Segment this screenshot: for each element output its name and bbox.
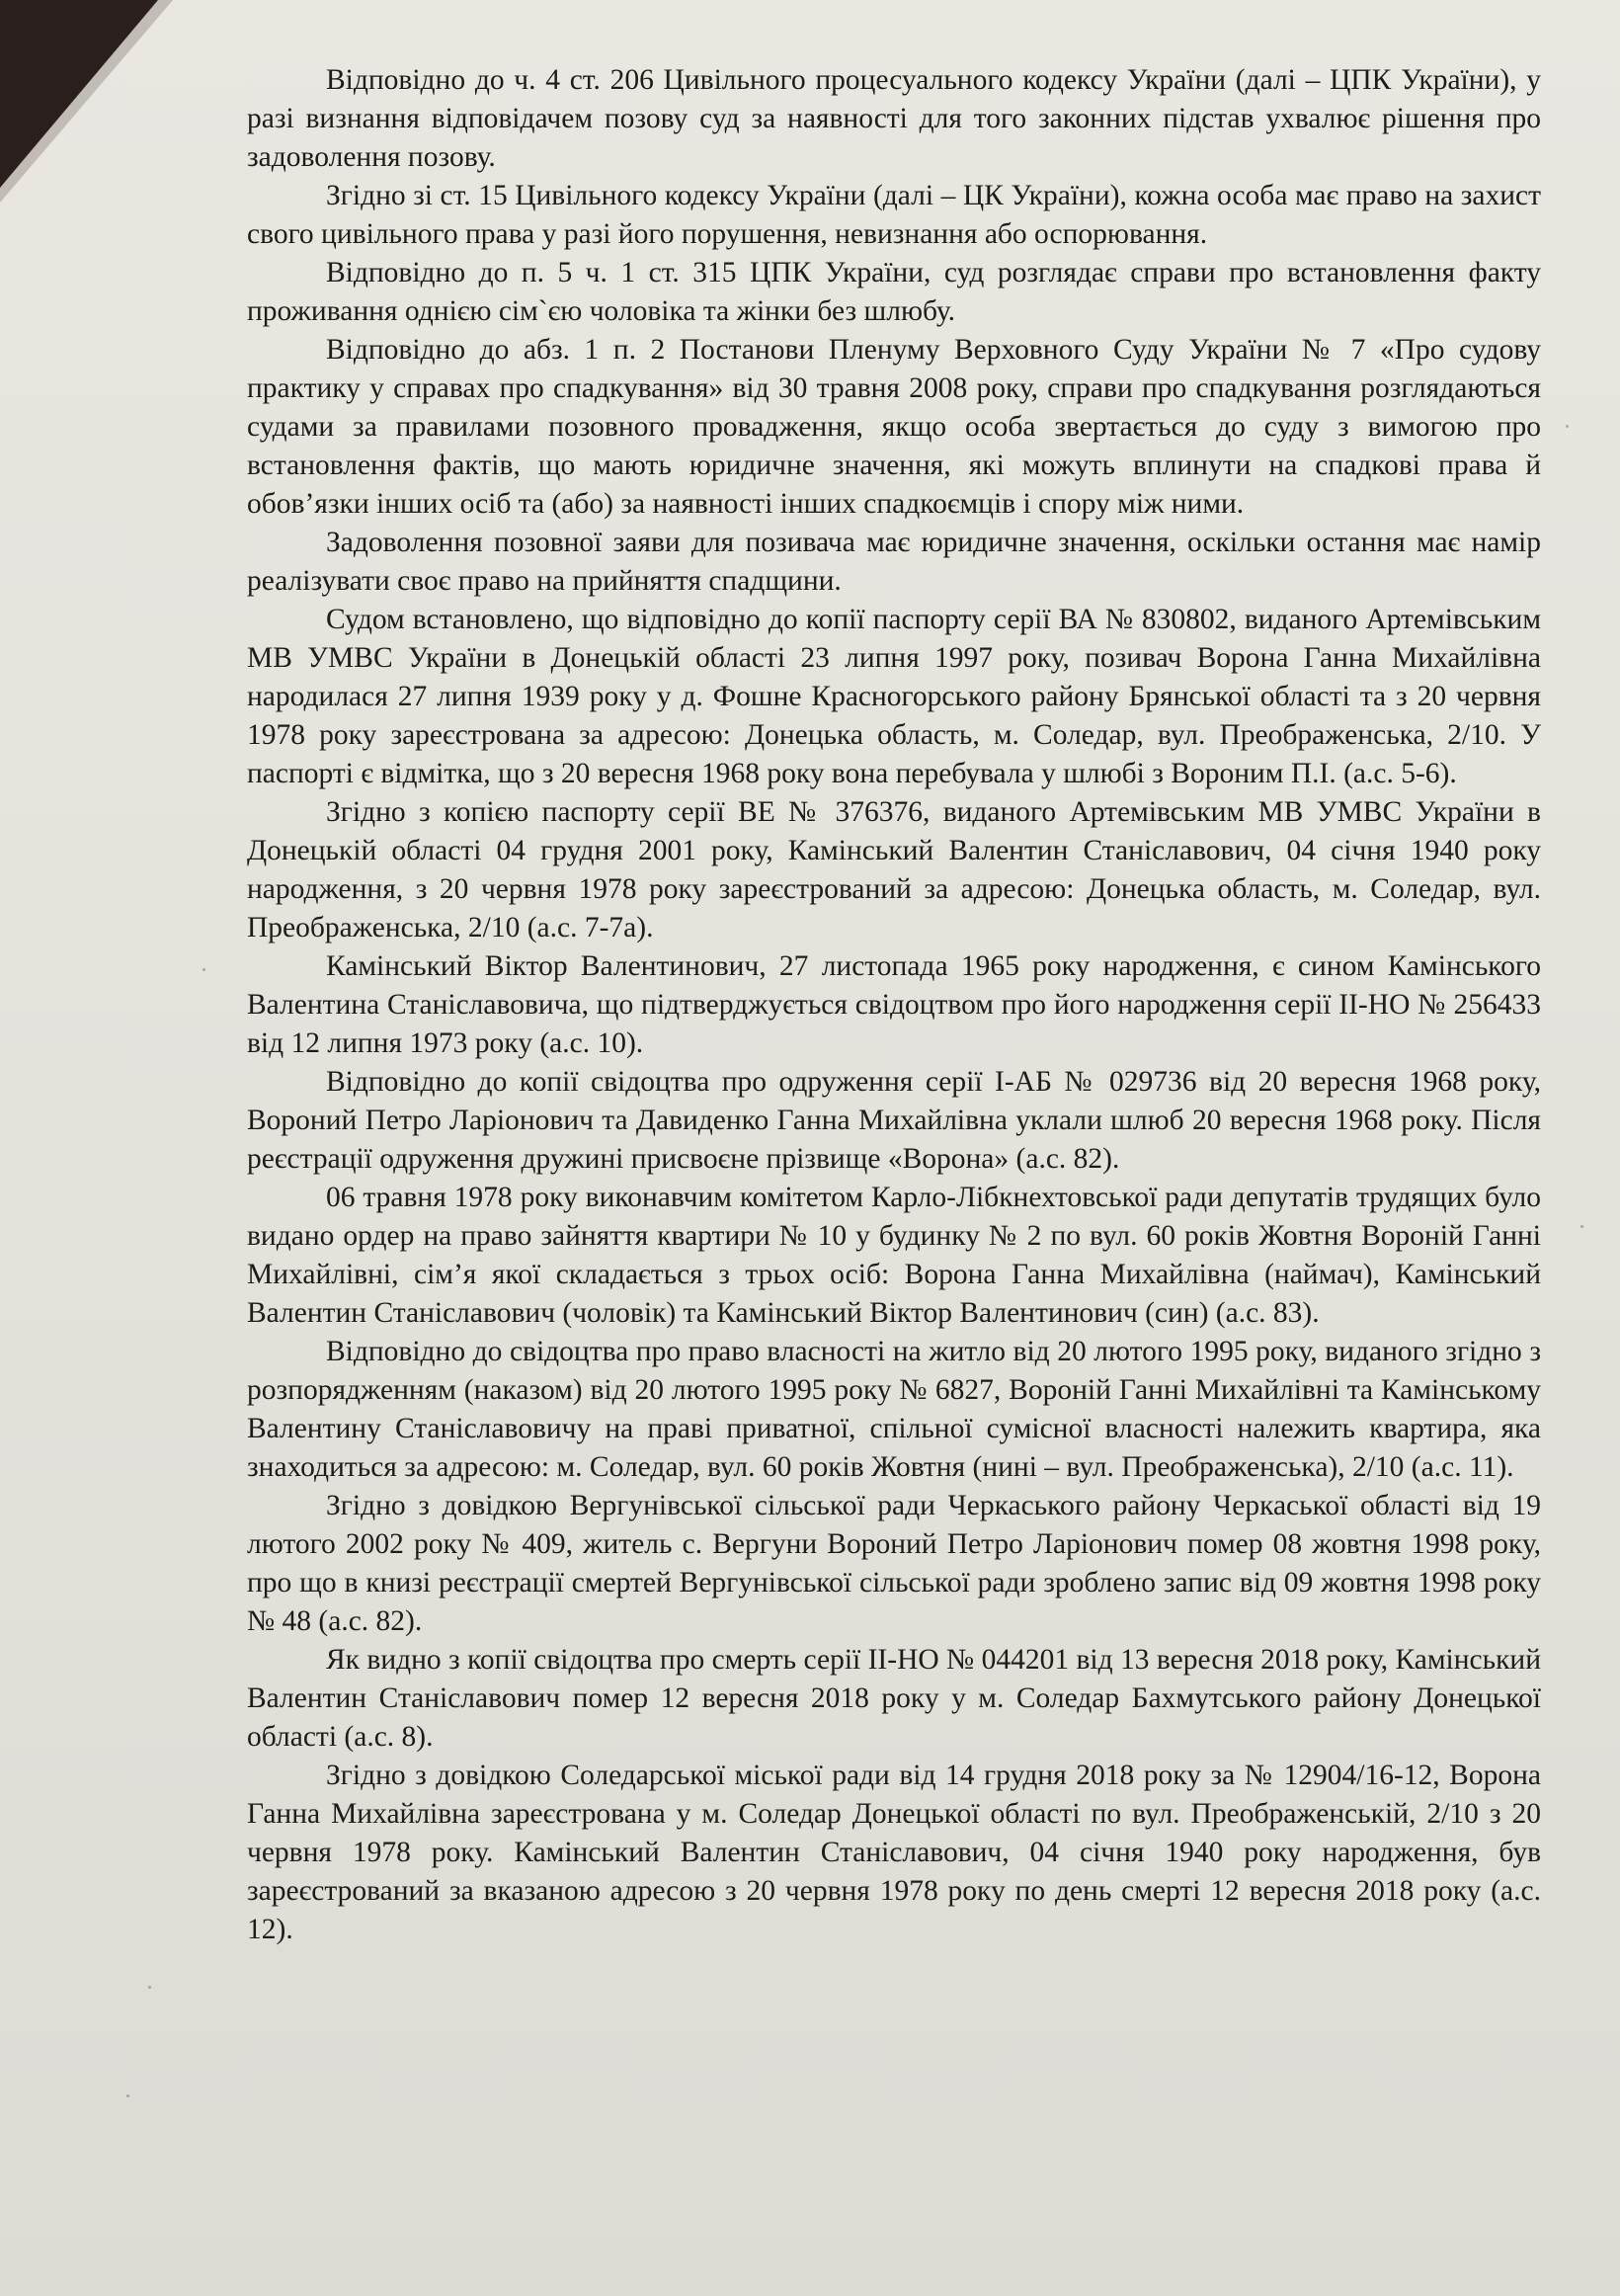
paragraph: Відповідно до ч. 4 ст. 206 Цивільного процесуального кодексу України (далі – ЦПК України), у разі визнання відповідачем позову суд за наявності для того законних підстав ухвалює рішення про задоволення позову. <box>247 64 1541 173</box>
paragraph: Камінський Віктор Валентинович, 27 листопада 1965 року народження, є сином Камінського Валентина Станіславовича, що підтверджується свідоцтвом про його народження серії ІІ-НО № 256433 від 12 липня 1973 року (а.с. 10). <box>247 950 1541 1059</box>
paragraph: Судом встановлено, що відповідно до копії паспорту серії ВА № 830802, виданого Артемівським МВ УМВС України в Донецькій області 23 липня 1997 року, позивач Ворона Ганна Михайлівна народилася 27 липня 1939 року у д. Фошне Красногорського району Брянської області та з 20 червня 1978 року зареєстрована за адресою: Донецька область, м. Соледар, вул. Преображенська, 2/10. У паспорті є відмітка, що з 20 вересня 1968 року вона перебувала у шлюбі з Вороним П.І. (а.с. 5-6). <box>247 604 1541 789</box>
paragraph: Згідно з довідкою Вергунівської сільської ради Черкаського району Черкаської області від 19 лютого 2002 року № 409, житель с. Вергуни Вороний Петро Ларіонович помер 08 жовтня 1998 року, про що в книзі реєстрації смертей Вергунівської сільської ради зроблено запис від 09 жовтня 1998 року № 48 (а.с. 82). <box>247 1490 1541 1637</box>
document-body <box>247 61 1541 1949</box>
paragraph: Задоволення позовної заяви для позивача має юридичне значення, оскільки остання має намір реалізувати своє право на прийняття спадщини. <box>247 527 1541 597</box>
page-corner-fold <box>0 0 158 188</box>
paragraph: Згідно з довідкою Соледарської міської ради від 14 грудня 2018 року за № 12904/16-12, Ворона Ганна Михайлівна зареєстрована у м. Соледар Донецької області по вул. Преображенській, 2/10 з 20 червня 1978 року. Камінський Валентин Станіславович, 04 січня 1940 року народження, був зареєстрований за вказаною адресою з 20 червня 1978 року по день смерті 12 вересня 2018 року (а.с. 12). <box>247 1760 1541 1945</box>
paragraph: Відповідно до свідоцтва про право власності на житло від 20 лютого 1995 року, виданого згідно з розпорядженням (наказом) від 20 лютого 1995 року № 6827, Вороній Ганні Михайлівні та Камінському Валентину Станіславовичу на праві приватної, спільної сумісної власності належить квартира, яка знаходиться за адресою: м. Соледар, вул. 60 років Жовтня (нині – вул. Преображенська), 2/10 (а.с. 11). <box>247 1336 1541 1483</box>
paragraph: Відповідно до п. 5 ч. 1 ст. 315 ЦПК України, суд розглядає справи про встановлення факту проживання однією сім`єю чоловіка та жінки без шлюбу. <box>247 257 1541 327</box>
paragraph: 06 травня 1978 року виконавчим комітетом Карло-Лібкнехтовської ради депутатів трудящих було видано ордер на право зайняття квартири № 10 у будинку № 2 по вул. 60 років Жовтня Вороній Ганні Михайлівні, сім’я якої складається з трьох осіб: Ворона Ганна Михайлівна (наймач), Камінський Валентин Станіславович (чоловік) та Камінський Віктор Валентинович (син) (а.с. 83). <box>247 1182 1541 1329</box>
paragraph: Відповідно до абз. 1 п. 2 Постанови Пленуму Верховного Суду України № 7 «Про судову практику у справах про спадкування» від 30 травня 2008 року, справи про спадкування розглядаються судами за правилами позовного провадження, якщо особа звертається до суду з вимогою про встановлення фактів, що мають юридичне значення, які можуть вплинути на спадкові права й обов’язки інших осіб та (або) за наявності інших спадкоємців і спору між ними. <box>247 334 1541 520</box>
paragraph: Відповідно до копії свідоцтва про одруження серії І-АБ № 029736 від 20 вересня 1968 року, Вороний Петро Ларіонович та Давиденко Ганна Михайлівна уклали шлюб 20 вересня 1968 року. Після реєстрації одруження дружині присвоєне прізвище «Ворона» (а.с. 82). <box>247 1066 1541 1175</box>
paragraph: Згідно з копією паспорту серії ВЕ № 376376, виданого Артемівським МВ УМВС України в Донецькій області 04 грудня 2001 року, Камінський Валентин Станіславович, 04 січня 1940 року народження, з 20 червня 1978 року зареєстрований за адресою: Донецька область, м. Соледар, вул. Преображенська, 2/10 (а.с. 7-7а). <box>247 796 1541 943</box>
paragraph: Як видно з копії свідоцтва про смерть серії ІІ-НО № 044201 від 13 вересня 2018 року, Камінський Валентин Станіславович помер 12 вересня 2018 року у м. Соледар Бахмутського району Донецької області (а.с. 8). <box>247 1644 1541 1753</box>
paragraph: Згідно зі ст. 15 Цивільного кодексу України (далі – ЦК України), кожна особа має право на захист свого цивільного права у разі його порушення, невизнання або оспорювання. <box>247 180 1541 250</box>
